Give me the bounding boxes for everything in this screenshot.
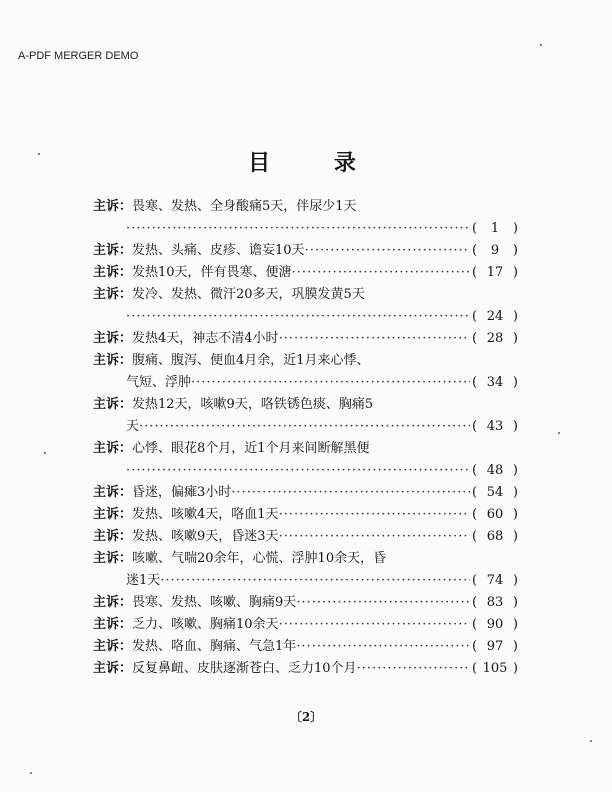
toc-entry[interactable] (93, 328, 518, 350)
dot-leader (126, 306, 470, 328)
toc-entry-text: 发冷、发热、微汗20多天，巩膜发黄5天 (132, 287, 365, 302)
page-ref (472, 504, 518, 526)
dot-leader (191, 372, 470, 394)
toc-entry-line (93, 306, 518, 328)
toc-entry[interactable] (93, 350, 518, 394)
chief-complaint-label: 主诉： (93, 441, 133, 456)
page-ref-paren: ) (512, 661, 518, 676)
page-ref (472, 614, 518, 636)
toc-entry-line (93, 526, 518, 548)
chief-complaint-label: 主诉： (93, 617, 133, 632)
dot-leader (296, 592, 470, 614)
page-ref-number: 68 (486, 529, 504, 544)
page-ref (472, 372, 518, 394)
toc-entry-line (93, 438, 518, 460)
toc-entry-text: 发热、咯血、胸痛、气急1年 (132, 639, 297, 654)
toc-entry[interactable] (93, 504, 518, 526)
page-ref-paren: ) (512, 221, 518, 236)
toc-entry-line (93, 240, 518, 262)
toc-entry-text: 发热、头痛、皮疹、谵妄10天 (132, 243, 305, 258)
page-ref (472, 658, 518, 680)
chief-complaint-label: 主诉： (93, 353, 133, 368)
dot-leader (231, 482, 470, 504)
chief-complaint-label: 主诉： (93, 199, 133, 214)
page-ref (472, 526, 518, 548)
page-ref-paren: ) (512, 617, 518, 632)
page-ref-paren: ) (512, 463, 518, 478)
scan-speck (590, 740, 592, 742)
page-ref-paren: ( (472, 617, 478, 632)
toc-entry-line (93, 328, 518, 350)
page-ref-number: 28 (486, 331, 504, 346)
chief-complaint-label: 主诉： (93, 529, 133, 544)
chief-complaint-label: 主诉： (93, 595, 133, 610)
page-ref-paren: ) (512, 265, 518, 280)
toc-entry-line (93, 196, 518, 218)
page-ref-paren: ) (512, 485, 518, 500)
toc-entry-text: 畏寒、发热、咳嗽、胸痛9天 (132, 595, 297, 610)
toc-entry[interactable] (93, 482, 518, 504)
page-ref-number: 1 (490, 221, 500, 236)
chief-complaint-label: 主诉： (93, 661, 133, 676)
toc-entry-text: 乏力、咳嗽、胸痛10余天 (132, 617, 279, 632)
dot-leader (160, 570, 470, 592)
toc-entry-text: 反复鼻衄、皮肤逐渐苍白、乏力10个月 (132, 661, 357, 676)
page-ref-number: 97 (486, 639, 504, 654)
page-ref (472, 240, 518, 262)
toc-entry-line (93, 284, 518, 306)
toc-entry[interactable] (93, 592, 518, 614)
page-ref-paren: ( (472, 595, 478, 610)
dot-leader (279, 504, 470, 526)
page-ref-paren: ) (512, 375, 518, 390)
chief-complaint-label: 主诉： (93, 397, 133, 412)
toc-entry-text: 昏迷，偏瘫3小时 (132, 485, 232, 500)
toc-entry[interactable] (93, 548, 518, 592)
page-ref-paren: ( (472, 639, 478, 654)
chief-complaint-label: 主诉： (93, 639, 133, 654)
page-ref (472, 460, 518, 482)
page-ref-paren: ( (472, 485, 478, 500)
page-ref-paren: ( (472, 529, 478, 544)
page-ref-paren: ( (472, 573, 478, 588)
dot-leader (357, 658, 470, 680)
page-ref-paren: ( (472, 265, 478, 280)
page-ref-paren: ) (512, 595, 518, 610)
toc-entry-text: 发热、咳嗽9天，昏迷3天 (132, 529, 279, 544)
dot-leader (296, 636, 470, 658)
toc-entry-line (93, 636, 518, 658)
toc-entry-text: 发热12天，咳嗽9天，咯铁锈色痰、胸痛5 (132, 397, 374, 412)
toc-entry-text: 天 (126, 419, 140, 434)
dot-leader (279, 614, 470, 636)
page-ref-paren: ( (472, 463, 478, 478)
dot-leader (279, 328, 470, 350)
toc-entry-text: 腹痛、腹泻、便血4月余，近1月来心悸、 (132, 353, 370, 368)
toc-entry[interactable] (93, 526, 518, 548)
page-ref-paren: ( (472, 661, 478, 676)
scan-speck (44, 452, 46, 454)
page-ref (472, 570, 518, 592)
chief-complaint-label: 主诉： (93, 331, 133, 346)
page-ref (472, 262, 518, 284)
chief-complaint-label: 主诉： (93, 551, 133, 566)
page-title: 目 录 (248, 150, 384, 176)
toc-entry-text: 畏寒、发热、全身酸痛5天，伴尿少1天 (132, 199, 357, 214)
toc-entry-line (93, 262, 518, 284)
page-ref-paren: ( (472, 507, 478, 522)
toc-entry-line (93, 482, 518, 504)
page-ref (472, 306, 518, 328)
toc-entry-line (93, 570, 518, 592)
toc-entry-line (93, 218, 518, 240)
dot-leader (126, 460, 470, 482)
page-ref (472, 636, 518, 658)
toc-entry[interactable] (93, 240, 518, 262)
page-ref-number: 83 (486, 595, 504, 610)
toc-entry-text: 发热、咳嗽4天，咯血1天 (132, 507, 279, 522)
toc-entry-line (93, 460, 518, 482)
page-ref-paren: ) (512, 309, 518, 324)
watermark-text: A-PDF MERGER DEMO (18, 50, 139, 62)
page-ref-paren: ) (512, 243, 518, 258)
page-ref-number: 105 (482, 661, 508, 676)
page-ref-number: 34 (486, 375, 504, 390)
chief-complaint-label: 主诉： (93, 485, 133, 500)
page-ref-paren: ( (472, 419, 478, 434)
toc-entry-line (93, 372, 518, 394)
toc-entry-line (93, 504, 518, 526)
toc-entry-text: 气短、浮肿 (126, 375, 192, 390)
toc-entry[interactable] (93, 394, 518, 438)
toc-entry[interactable] (93, 636, 518, 658)
page-ref-paren: ( (472, 375, 478, 390)
scan-speck (30, 772, 32, 774)
page-ref-number: 90 (486, 617, 504, 632)
table-of-contents (93, 196, 518, 680)
chief-complaint-label: 主诉： (93, 287, 133, 302)
page-ref-paren: ( (472, 309, 478, 324)
page-ref-number: 54 (486, 485, 504, 500)
toc-entry-text: 咳嗽、气喘20余年，心慌、浮肿10余天，昏 (132, 551, 387, 566)
page-ref-paren: ) (512, 507, 518, 522)
page-ref-paren: ) (512, 639, 518, 654)
page-ref-number: 43 (486, 419, 504, 434)
chief-complaint-label: 主诉： (93, 507, 133, 522)
page-ref (472, 328, 518, 350)
page-ref-number: 24 (486, 309, 504, 324)
dot-leader (305, 240, 470, 262)
chief-complaint-label: 主诉： (93, 243, 133, 258)
toc-entry-text: 迷1天 (126, 573, 161, 588)
toc-entry-line (93, 614, 518, 636)
scan-speck (540, 44, 542, 46)
page-ref-number: 60 (486, 507, 504, 522)
page-ref (472, 416, 518, 438)
page-number-footer: 〔2〕 (289, 710, 323, 724)
scan-speck (38, 153, 40, 155)
toc-entry-line (93, 658, 518, 680)
page-ref (472, 218, 518, 240)
dot-leader (126, 218, 470, 240)
page-ref-number: 17 (486, 265, 504, 280)
page-ref-paren: ) (512, 573, 518, 588)
toc-entry[interactable] (93, 658, 518, 680)
toc-entry[interactable] (93, 196, 518, 240)
dot-leader (292, 262, 470, 284)
toc-entry[interactable] (93, 614, 518, 636)
toc-entry-line (93, 416, 518, 438)
toc-entry-line (93, 548, 518, 570)
page-ref-paren: ) (512, 331, 518, 346)
page-ref-paren: ) (512, 419, 518, 434)
page-ref-number: 9 (490, 243, 500, 258)
toc-entry-line (93, 394, 518, 416)
page-ref-paren: ) (512, 529, 518, 544)
page-ref (472, 592, 518, 614)
toc-entry[interactable] (93, 262, 518, 284)
toc-entry-text: 心悸、眼花8个月，近1个月来间断解黑便 (132, 441, 370, 456)
page-ref-paren: ( (472, 221, 478, 236)
dot-leader (279, 526, 470, 548)
toc-entry-text: 发热10天，伴有畏寒、便溏 (132, 265, 292, 280)
toc-entry[interactable] (93, 284, 518, 328)
chief-complaint-label: 主诉： (93, 265, 133, 280)
page-ref-number: 48 (486, 463, 504, 478)
page-ref (472, 482, 518, 504)
dot-leader (139, 416, 470, 438)
toc-entry[interactable] (93, 438, 518, 482)
toc-entry-text: 发热4天，神志不清4小时 (132, 331, 279, 346)
toc-entry-line (93, 350, 518, 372)
scan-speck (558, 432, 560, 434)
toc-entry-line (93, 592, 518, 614)
page-ref-number: 74 (486, 573, 504, 588)
page-ref-paren: ( (472, 243, 478, 258)
page-ref-paren: ( (472, 331, 478, 346)
